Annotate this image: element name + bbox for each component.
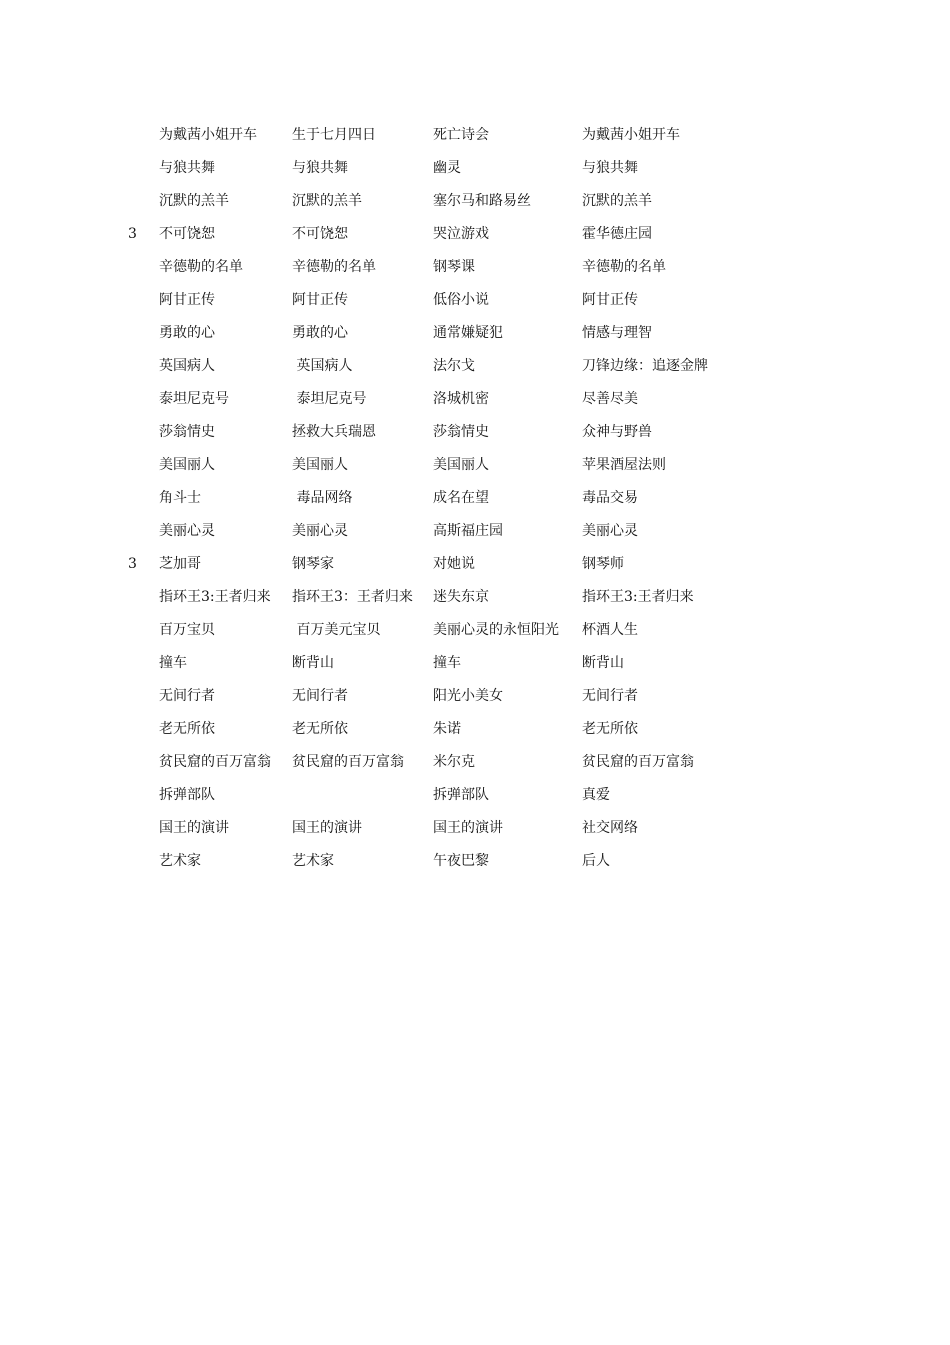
- film-title-cell: 不可饶恕: [292, 226, 348, 242]
- film-title-cell: 莎翁情史: [159, 424, 215, 440]
- table-row: [128, 152, 742, 185]
- film-title-cell: 美丽心灵: [582, 523, 638, 539]
- film-title-cell: 为戴茜小姐开车: [582, 127, 680, 143]
- film-title-cell: 众神与野兽: [582, 424, 652, 440]
- table-row: [128, 515, 742, 548]
- film-title-cell: 杯酒人生: [582, 622, 638, 638]
- row-number-cell: [128, 284, 159, 317]
- film-title-cell: 勇敢的心: [292, 325, 348, 341]
- film-title-cell: 指环王3：王者归来: [292, 589, 413, 605]
- row-number-cell: 3: [128, 556, 137, 572]
- row-number-cell: [128, 482, 159, 515]
- film-title-cell: 老无所依: [159, 721, 215, 737]
- film-title-cell: 沉默的羔羊: [582, 193, 652, 209]
- film-title-cell: 毒品网络: [292, 490, 353, 506]
- film-title-cell: 钢琴家: [292, 556, 334, 572]
- film-title-cell: 撞车: [433, 655, 461, 671]
- film-title-cell: 午夜巴黎: [433, 853, 489, 869]
- film-title-cell: 苹果酒屋法则: [582, 457, 666, 473]
- table-row: [128, 845, 742, 878]
- film-title-cell: 阳光小美女: [433, 688, 503, 704]
- film-title-cell: 无间行者: [159, 688, 215, 704]
- film-title-cell: 国王的演讲: [433, 820, 503, 836]
- film-title-cell: 贫民窟的百万富翁: [159, 754, 271, 770]
- film-title-cell: 芝加哥: [159, 556, 201, 572]
- row-number-cell: [128, 812, 159, 845]
- film-title-cell: 美丽心灵: [159, 523, 215, 539]
- film-title-cell: 国王的演讲: [292, 820, 362, 836]
- film-title-cell: 拯救大兵瑞恩: [292, 424, 376, 440]
- film-title-cell: 老无所依: [582, 721, 638, 737]
- row-number-cell: [128, 614, 159, 647]
- film-title-cell: 塞尔马和路易丝: [433, 193, 531, 209]
- film-title-cell: 勇敢的心: [159, 325, 215, 341]
- row-number-cell: [128, 449, 159, 482]
- film-title-cell: 指环王3:王者归来: [582, 589, 694, 605]
- film-title-cell: 艺术家: [292, 853, 334, 869]
- film-title-cell: 毒品交易: [582, 490, 638, 506]
- film-title-cell: 不可饶恕: [159, 226, 215, 242]
- film-title-cell: 泰坦尼克号: [292, 391, 367, 407]
- row-number-cell: [128, 746, 159, 779]
- film-title-cell: 拆弹部队: [159, 787, 215, 803]
- table-row: [128, 812, 742, 845]
- film-table: [128, 119, 742, 878]
- table-row: [128, 779, 742, 812]
- film-title-cell: 泰坦尼克号: [159, 391, 229, 407]
- film-title-cell: 英国病人: [159, 358, 215, 374]
- table-row: [128, 317, 742, 350]
- film-title-cell: 沉默的羔羊: [159, 193, 229, 209]
- film-title-cell: 断背山: [292, 655, 334, 671]
- row-number-cell: [128, 515, 159, 548]
- film-title-cell: 阿甘正传: [582, 292, 638, 308]
- row-number-cell: [128, 251, 159, 284]
- row-number-cell: [128, 317, 159, 350]
- table-row: [128, 482, 742, 515]
- row-number-cell: [128, 581, 159, 614]
- table-row: [128, 251, 742, 284]
- film-title-cell: 对她说: [433, 556, 475, 572]
- film-title-cell: 角斗士: [159, 490, 201, 506]
- film-title-cell: 为戴茜小姐开车: [159, 127, 257, 143]
- film-title-cell: 霍华德庄园: [582, 226, 652, 242]
- row-number-cell: [128, 416, 159, 449]
- table-row: [128, 548, 742, 581]
- film-title-cell: 阿甘正传: [292, 292, 348, 308]
- film-title-cell: 哭泣游戏: [433, 226, 489, 242]
- film-title-cell: 与狼共舞: [582, 160, 638, 176]
- table-row: [128, 119, 742, 152]
- table-row: [128, 350, 742, 383]
- film-title-cell: 法尔戈: [433, 358, 475, 374]
- row-number-cell: [128, 845, 159, 878]
- film-title-cell: 情感与理智: [582, 325, 652, 341]
- row-number-cell: [128, 185, 159, 218]
- table-row: [128, 416, 742, 449]
- film-title-cell: 生于七月四日: [292, 127, 376, 143]
- film-title-cell: 国王的演讲: [159, 820, 229, 836]
- film-title-cell: 百万宝贝: [159, 622, 215, 638]
- film-table-body: [128, 119, 742, 878]
- table-row: [128, 746, 742, 779]
- table-row: [128, 383, 742, 416]
- film-title-cell: 辛德勒的名单: [159, 259, 243, 275]
- film-title-cell: 辛德勒的名单: [292, 259, 376, 275]
- film-title-cell: 洛城机密: [433, 391, 489, 407]
- film-title-cell: 钢琴师: [582, 556, 624, 572]
- film-title-cell: 后人: [582, 853, 610, 869]
- film-title-cell: 拆弹部队: [433, 787, 489, 803]
- film-title-cell: 无间行者: [292, 688, 348, 704]
- film-title-cell: 沉默的羔羊: [292, 193, 362, 209]
- table-row: [128, 713, 742, 746]
- film-title-cell: 断背山: [582, 655, 624, 671]
- film-title-cell: 美国丽人: [159, 457, 215, 473]
- film-title-cell: 阿甘正传: [159, 292, 215, 308]
- table-row: [128, 680, 742, 713]
- film-title-cell: 与狼共舞: [292, 160, 348, 176]
- film-title-cell: 美国丽人: [433, 457, 489, 473]
- film-title-cell: 指环王3:王者归来: [159, 589, 271, 605]
- row-number-cell: [128, 713, 159, 746]
- table-row: [128, 614, 742, 647]
- row-number-cell: [128, 383, 159, 416]
- film-title-cell: 钢琴课: [433, 259, 475, 275]
- film-title-cell: 死亡诗会: [433, 127, 489, 143]
- film-title-cell: 美国丽人: [292, 457, 348, 473]
- row-number-cell: [128, 350, 159, 383]
- film-title-cell: 真爱: [582, 787, 610, 803]
- table-row: [128, 581, 742, 614]
- film-title-cell: 美丽心灵的永恒阳光: [433, 622, 559, 638]
- row-number-cell: [128, 779, 159, 812]
- film-title-cell: 百万美元宝贝: [292, 622, 381, 638]
- table-row: [128, 449, 742, 482]
- film-title-cell: 艺术家: [159, 853, 201, 869]
- film-title-cell: 成名在望: [433, 490, 489, 506]
- table-row: [128, 284, 742, 317]
- table-row: [128, 218, 742, 251]
- film-title-cell: 刀锋边缘：追逐金牌: [582, 358, 708, 374]
- row-number-cell: 3: [128, 226, 137, 242]
- film-title-cell: 与狼共舞: [159, 160, 215, 176]
- film-title-cell: 社交网络: [582, 820, 638, 836]
- row-number-cell: [128, 680, 159, 713]
- film-title-cell: 低俗小说: [433, 292, 489, 308]
- table-row: [128, 647, 742, 680]
- film-title-cell: 撞车: [159, 655, 187, 671]
- film-title-cell: 辛德勒的名单: [582, 259, 666, 275]
- film-title-cell: 尽善尽美: [582, 391, 638, 407]
- film-title-cell: 迷失东京: [433, 589, 489, 605]
- row-number-cell: [128, 647, 159, 680]
- film-title-cell: 高斯福庄园: [433, 523, 503, 539]
- film-title-cell: [292, 779, 433, 812]
- row-number-cell: [128, 152, 159, 185]
- film-title-cell: 贫民窟的百万富翁: [582, 754, 694, 770]
- film-title-cell: 英国病人: [292, 358, 353, 374]
- film-title-cell: 老无所依: [292, 721, 348, 737]
- film-title-cell: 贫民窟的百万富翁: [292, 754, 404, 770]
- film-title-cell: 朱诺: [433, 721, 461, 737]
- film-title-cell: 无间行者: [582, 688, 638, 704]
- film-title-cell: 米尔克: [433, 754, 475, 770]
- row-number-cell: [128, 119, 159, 152]
- film-title-cell: 通常嫌疑犯: [433, 325, 503, 341]
- film-title-cell: 幽灵: [433, 160, 461, 176]
- film-title-cell: 美丽心灵: [292, 523, 348, 539]
- table-row: [128, 185, 742, 218]
- film-title-cell: 莎翁情史: [433, 424, 489, 440]
